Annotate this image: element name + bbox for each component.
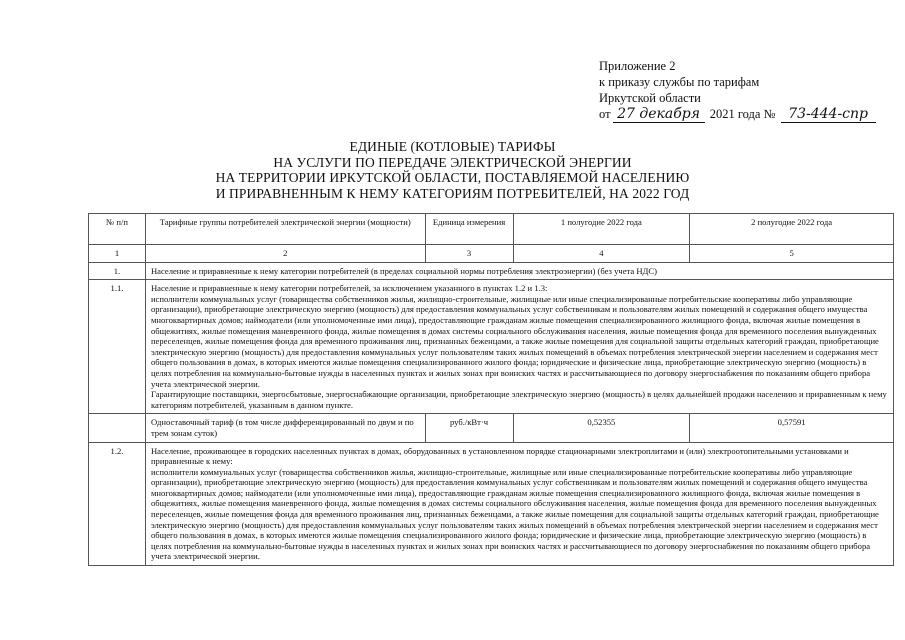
column-number-row <box>89 245 894 263</box>
row-1-2-description <box>145 442 893 566</box>
appendix-line-2: к приказу службы по тарифам <box>599 75 760 89</box>
col-number-2: 2 <box>145 245 425 263</box>
col-number-4: 4 <box>513 245 690 263</box>
row-1-2 <box>89 442 894 566</box>
year-label: 2021 года № <box>709 107 776 121</box>
col-number-1: 1 <box>89 245 146 263</box>
title-line-2: НА УСЛУГИ ПО ПЕРЕДАЧЕ ЭЛЕКТРИЧЕСКОЙ ЭНЕРГИИ <box>273 154 632 170</box>
section-1-row <box>89 262 894 280</box>
tariff-row-num-empty <box>89 414 146 442</box>
row-1-1-description <box>145 280 893 414</box>
tariffs-table <box>88 213 894 566</box>
row-1-1-num: 1.1. <box>89 280 146 414</box>
tariff-row <box>89 414 894 442</box>
tariff-label: Одноставочный тариф (в том числе дифференцированный по двум и по трем зонам суток) <box>145 414 425 442</box>
row-1-2-intro: Население, проживающее в городских населенных пунктах в домах, оборудованных в установленном порядке стационарными электроплитами и (или) электроотопительными установками и приравненные к нему: <box>150 445 849 467</box>
title-line-3: НА ТЕРРИТОРИИ ИРКУТСКОЙ ОБЛАСТИ, ПОСТАВЛЯЕМОЙ НАСЕЛЕНИЮ <box>215 170 690 185</box>
tariff-half2-value: 0,57591 <box>690 414 894 442</box>
header-num: № п/п <box>89 214 146 245</box>
document-title <box>0 139 905 201</box>
title-line-1: ЕДИНЫЕ (КОТЛОВЫЕ) ТАРИФЫ <box>349 139 556 154</box>
col-number-3: 3 <box>425 245 513 263</box>
row-1-2-body: исполнители коммунальных услуг (товарищества собственников жилья, жилищно-строительные, жилищные или иные специализированные потребительские кооперативы либо управляющие организации), приобретающие электрическую энергию (мощность) для предоставления коммунальных услуг собственникам и пользователям жилых помещений и содержания общего имущества многоквартирных домов; наймодатели (или уполномоченные ими лица), предоставляющие гражданам жилые помещения специализированного жилищного фонда, включая жилые помещения в общежитиях, жилые помещения маневренного фонда, жилые помещения в домах системы социального обслуживания населения, жилые помещения фонда для временного поселения вынужденных переселенцев, жилые помещения фонда для временного проживания лиц, признанных беженцами, а также жилые помещения для социальной защиты отдельных категорий граждан, приобретающие электрическую энергию (мощность) для предоставления коммунальных услуг пользователям таких жилых помещений в объемах потребления электрической энергии населением и содержания мест общего пользования в домах, в которых имеются жилые помещения специализированного жилого фонда; юридические и физические лица, приобретающие электрическую энергию (мощность) в целях потребления на коммунально-бытовые нужды в населенных пунктах и жилых зонах при воинских частях и рассчитывающиеся по договору энергоснабжения по показаниям общего прибора учета электрической энергии. <box>150 466 879 562</box>
tariff-half1-value: 0,52355 <box>513 414 690 442</box>
row-1-1-body: исполнители коммунальных услуг (товарищества собственников жилья, жилищно-строительные, жилищные или иные специализированные потребительские кооперативы либо управляющие организации), приобретающие электрическую энергию (мощность) для предоставления коммунальных услуг собственникам и пользователям жилых помещений и содержания общего имущества многоквартирных домов; наймодатели (или уполномоченные ими лица), предоставляющие гражданам жилые помещения специализированного жилищного фонда, включая жилые помещения в общежитиях, жилые помещения маневренного фонда, жилые помещения в домах системы социального обслуживания населения, жилые помещения фонда для временного поселения вынужденных переселенцев, жилые помещения фонда для временного проживания лиц, признанных беженцами, а также жилые помещения для социальной защиты отдельных категорий граждан, приобретающие электрическую энергию (мощность) для предоставления коммунальных услуг пользователям таких жилых помещений в объемах потребления электрической энергии населением и содержания мест общего пользования в домах, в которых имеются жилые помещения специализированного жилого фонда; юридические и физические лица, приобретающие электрическую энергию (мощность) в целях потребления на коммунально-бытовые нужды в населенных пунктах и жилых зонах при воинских частях и рассчитывающиеся по договору энергоснабжения по показаниям общего прибора учета электрической энергии. <box>150 293 879 389</box>
from-label: от <box>599 107 611 121</box>
row-1-2-num: 1.2. <box>89 442 146 566</box>
section-1-num: 1. <box>89 262 146 280</box>
handwritten-order-number: 73-444-спр <box>781 106 876 123</box>
header-groups: Тарифные группы потребителей электрической энергии (мощности) <box>145 214 425 245</box>
appendix-line-1: Приложение 2 <box>599 59 676 73</box>
header-unit: Единица измерения <box>425 214 513 245</box>
handwritten-date: 27 декабря <box>613 106 705 123</box>
row-1-1 <box>89 280 894 414</box>
header-half1: 1 полугодие 2022 года <box>513 214 690 245</box>
order-reference <box>599 106 876 123</box>
tariff-unit: руб./кВт·ч <box>425 414 513 442</box>
appendix-block <box>599 58 876 123</box>
header-half2: 2 полугодие 2022 года <box>690 214 894 245</box>
section-1-text: Население и приравненные к нему категории потребителей (в пределах социальной нормы потребления электроэнергии) (без учета НДС) <box>145 262 893 280</box>
appendix-line-3: Иркутской области <box>599 91 701 105</box>
title-line-4: И ПРИРАВНЕННЫМ К НЕМУ КАТЕГОРИЯМ ПОТРЕБИТЕЛЕЙ, НА 2022 ГОД <box>215 185 690 201</box>
row-1-1-intro: Население и приравненные к нему категории потребителей, за исключением указанного в пунктах 1.2 и 1.3: <box>150 283 548 294</box>
col-number-5: 5 <box>690 245 894 263</box>
table-header-row <box>89 214 894 245</box>
row-1-1-guarantee: Гарантирующие поставщики, энергосбытовые, энергоснабжающие организации, приобретающие электрическую энергию (мощность) в целях дальнейшей продажи населению и приравненным к нему категориям потребителей, указанным в данном пункте. <box>150 389 887 410</box>
